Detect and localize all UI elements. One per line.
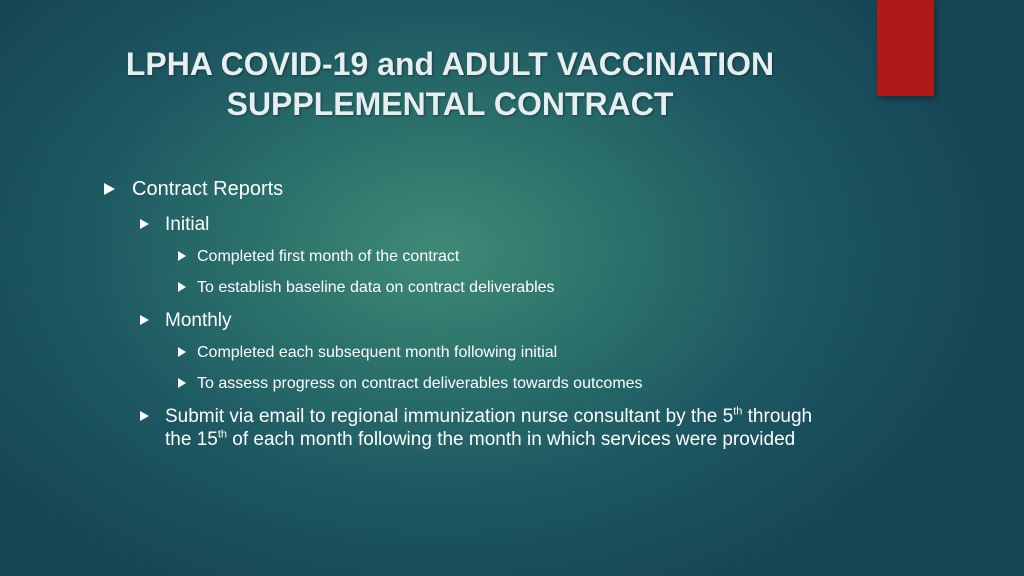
submit-superscript-1: th xyxy=(733,405,743,418)
bullet-arrow-icon xyxy=(140,219,149,229)
accent-bar xyxy=(877,0,934,96)
bullet-text: Initial xyxy=(165,214,210,235)
bullet-arrow-icon xyxy=(178,251,186,261)
bullet-arrow-icon xyxy=(140,411,149,421)
bullet-text: Monthly xyxy=(165,310,232,331)
title-line-1: LPHA COVID-19 and ADULT VACCINATION xyxy=(125,46,775,82)
bullet-submit xyxy=(140,405,820,451)
bullet-text: To establish baseline data on contract deliverables xyxy=(197,279,555,296)
bullet-arrow-icon xyxy=(178,378,186,388)
bullet-arrow-icon xyxy=(104,183,115,195)
title-line-2: SUPPLEMENTAL CONTRACT xyxy=(226,86,674,122)
bullet-text-submit xyxy=(165,405,820,451)
slide-title xyxy=(60,44,840,124)
bullet-monthly-1 xyxy=(178,343,557,362)
bullet-text: To assess progress on contract deliverables towards outcomes xyxy=(197,375,643,392)
submit-superscript-2: th xyxy=(217,428,228,441)
bullet-arrow-icon xyxy=(178,347,186,357)
bullet-text: Completed each subsequent month following initial xyxy=(197,344,558,361)
bullet-text: Contract Reports xyxy=(132,178,284,200)
submit-text-a: Submit via email to regional immunization nurse consultant by the 5 xyxy=(165,406,734,427)
bullet-arrow-icon xyxy=(140,315,149,325)
submit-text-c: of each month following the month in which services were provided xyxy=(227,429,796,450)
bullet-contract-reports xyxy=(104,177,283,201)
bullet-initial xyxy=(140,213,209,236)
submit-text-b: through the 15 xyxy=(165,406,813,450)
bullet-initial-1 xyxy=(178,247,459,266)
bullet-initial-2 xyxy=(178,278,555,297)
bullet-monthly xyxy=(140,309,232,332)
bullet-text: Completed first month of the contract xyxy=(197,248,460,265)
bullet-arrow-icon xyxy=(178,282,186,292)
bullet-monthly-2 xyxy=(178,374,643,393)
